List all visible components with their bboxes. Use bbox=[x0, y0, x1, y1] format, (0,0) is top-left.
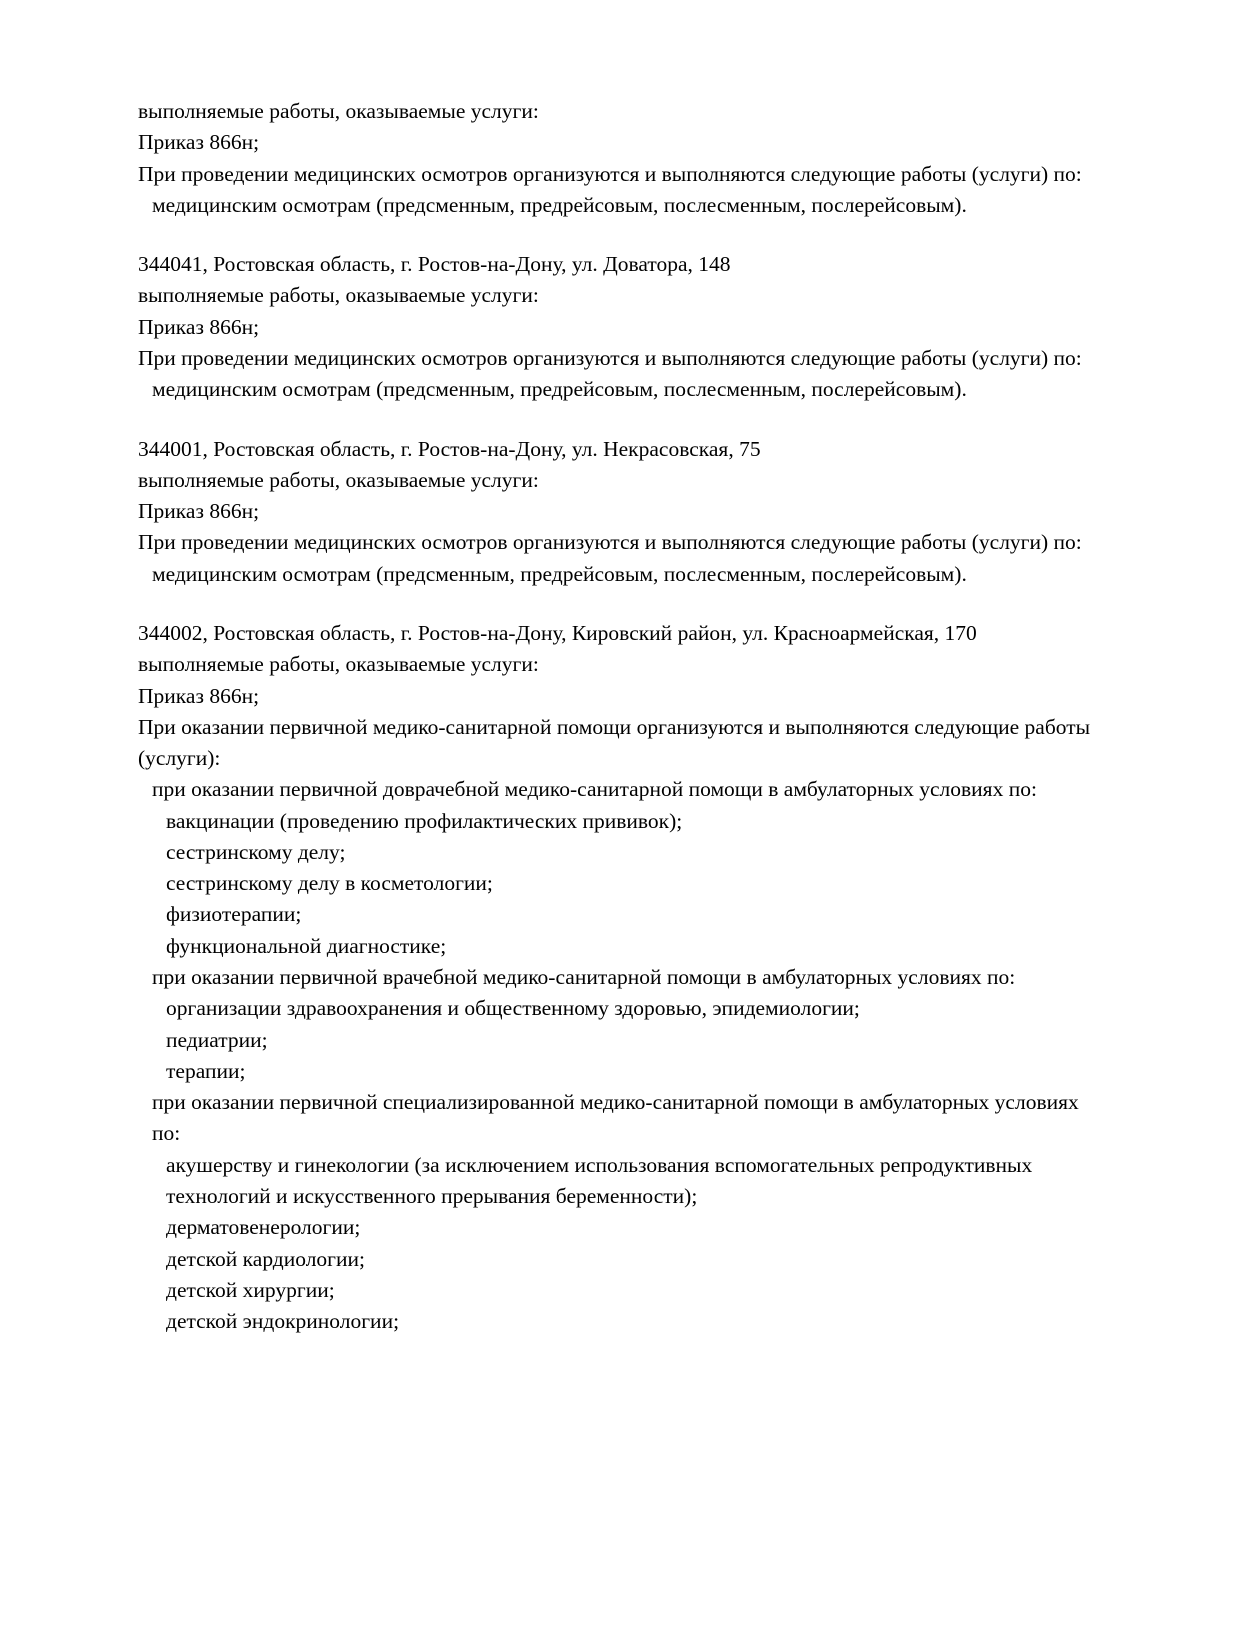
document-line: выполняемые работы, оказываемые услуги: bbox=[138, 652, 539, 677]
document-line: При проведении медицинских осмотров организуются и выполняются следующие работы (услуги) по: bbox=[138, 530, 1082, 555]
document-line: Приказ 866н; bbox=[138, 683, 260, 708]
document-line: выполняемые работы, оказываемые услуги: bbox=[138, 99, 539, 123]
block-continuation bbox=[138, 96, 1105, 221]
document-line: детской кардиологии; bbox=[166, 1246, 365, 1271]
document-line: При проведении медицинских осмотров организуются и выполняются следующие работы (услуги) по: bbox=[138, 345, 1082, 370]
document-line: медицинским осмотрам (предсменным, предрейсовым, послесменным, послерейсовым). bbox=[152, 561, 967, 586]
document-line: выполняемые работы, оказываемые услуги: bbox=[138, 283, 539, 308]
block-nekrasovskaya-75 bbox=[138, 434, 1105, 590]
document-line: организации здравоохранения и общественному здоровью, эпидемиологии; bbox=[166, 996, 860, 1021]
document-line: дерматовенерологии; bbox=[166, 1215, 361, 1240]
document-line: 344002, Ростовская область, г. Ростов-на-Дону, Кировский район, ул. Красноармейская, 170 bbox=[138, 620, 977, 645]
document-line: функциональной диагностике; bbox=[166, 933, 447, 958]
block-dovatora-148 bbox=[138, 249, 1105, 405]
document-line: При проведении медицинских осмотров организуются и выполняются следующие работы (услуги) по: bbox=[138, 161, 1082, 186]
document-line: выполняемые работы, оказываемые услуги: bbox=[138, 467, 539, 492]
document-line: сестринскому делу; bbox=[166, 839, 346, 864]
document-line: 344041, Ростовская область, г. Ростов-на-Дону, ул. Доватора, 148 bbox=[138, 252, 731, 277]
document-line: при оказании первичной врачебной медико-санитарной помощи в амбулаторных условиях по: bbox=[152, 965, 1016, 990]
document-line: сестринскому делу в косметологии; bbox=[166, 871, 493, 896]
document-line: детской хирургии; bbox=[166, 1277, 335, 1302]
document-line: при оказании первичной специализированной медико-санитарной помощи в амбулаторных условиях по: bbox=[152, 1090, 1079, 1146]
document-line: 344001, Ростовская область, г. Ростов-на-Дону, ул. Некрасовская, 75 bbox=[138, 436, 761, 461]
document-line: акушерству и гинекологии (за исключением использования вспомогательных репродуктивных технологий и искусственного прерывания беременности); bbox=[166, 1152, 1033, 1208]
document-line: медицинским осмотрам (предсменным, предрейсовым, послесменным, послерейсовым). bbox=[152, 192, 967, 217]
document-line: При оказании первичной медико-санитарной помощи организуются и выполняются следующие работы (услуги): bbox=[138, 714, 1091, 771]
document-line: медицинским осмотрам (предсменным, предрейсовым, послесменным, послерейсовым). bbox=[152, 377, 967, 402]
document-line: Приказ 866н; bbox=[138, 130, 260, 155]
document-line: педиатрии; bbox=[166, 1027, 268, 1052]
block-krasnoarmeyskaya-170 bbox=[138, 618, 1105, 1337]
document-body bbox=[138, 96, 1105, 1337]
document-line: Приказ 866н; bbox=[138, 314, 260, 339]
document-line: физиотерапии; bbox=[166, 902, 302, 927]
document-line: при оказании первичной доврачебной медико-санитарной помощи в амбулаторных условиях по: bbox=[152, 777, 1037, 802]
document-line: Приказ 866н; bbox=[138, 499, 260, 524]
document-line: вакцинации (проведению профилактических прививок); bbox=[166, 808, 683, 833]
document-line: детской эндокринологии; bbox=[166, 1309, 400, 1334]
document-line: терапии; bbox=[166, 1058, 246, 1083]
